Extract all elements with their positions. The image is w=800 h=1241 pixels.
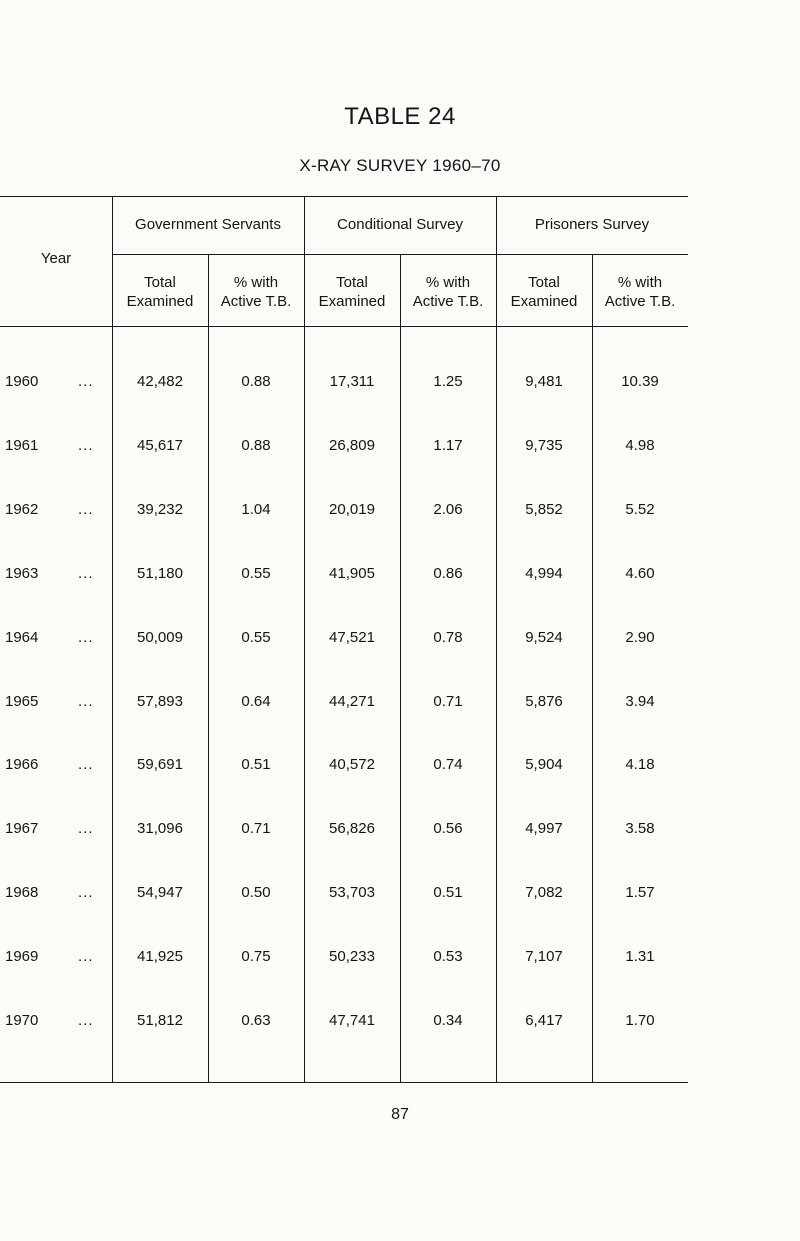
subheader-pct-active-tb xyxy=(400,273,496,311)
cell-ps-total: 5,852 xyxy=(525,501,563,518)
subheader-line: Examined xyxy=(510,293,578,310)
cell-ps-total: 9,481 xyxy=(525,373,563,390)
cell-gs-pct: 0.55 xyxy=(241,565,271,582)
cell-cs-total: 40,572 xyxy=(329,756,375,773)
cell-ps-pct: 10.39 xyxy=(621,373,659,390)
cell-ps-pct: 2.90 xyxy=(625,629,655,646)
row-leader-dots: ... xyxy=(78,501,94,518)
cell-ps-total: 5,904 xyxy=(525,756,563,773)
subheader-line: Total xyxy=(336,274,368,291)
cell-ps-pct: 5.52 xyxy=(625,501,655,518)
cell-gs-pct: 0.75 xyxy=(241,948,271,965)
subheader-line: Active T.B. xyxy=(604,293,676,310)
page-number: 87 xyxy=(391,1106,409,1123)
cell-gs-pct: 0.50 xyxy=(241,884,271,901)
cell-ps-pct: 4.18 xyxy=(625,756,655,773)
row-year: 1970 xyxy=(5,1012,39,1029)
cell-gs-total: 51,812 xyxy=(137,1012,183,1029)
cell-ps-pct: 4.60 xyxy=(625,565,655,582)
group-header-government-servants: Government Servants xyxy=(135,216,281,233)
subheader-line: Examined xyxy=(126,293,194,310)
cell-gs-total: 50,009 xyxy=(137,629,183,646)
subheader-total-examined xyxy=(112,273,208,311)
cell-cs-total: 53,703 xyxy=(329,884,375,901)
cell-gs-pct: 0.71 xyxy=(241,820,271,837)
row-leader-dots: ... xyxy=(78,820,94,837)
subheader-total-examined xyxy=(496,273,592,311)
cell-gs-total: 45,617 xyxy=(137,437,183,454)
cell-gs-pct: 0.88 xyxy=(241,437,271,454)
row-year: 1964 xyxy=(5,629,39,646)
cell-ps-total: 9,735 xyxy=(525,437,563,454)
cell-cs-pct: 0.74 xyxy=(433,756,463,773)
cell-cs-pct: 0.86 xyxy=(433,565,463,582)
cell-cs-pct: 1.25 xyxy=(433,373,463,390)
subheader-line: % with xyxy=(425,274,471,291)
row-leader-dots: ... xyxy=(78,373,94,390)
cell-cs-total: 47,741 xyxy=(329,1012,375,1029)
cell-gs-pct: 0.55 xyxy=(241,629,271,646)
cell-cs-pct: 0.56 xyxy=(433,820,463,837)
cell-ps-pct: 3.58 xyxy=(625,820,655,837)
subheader-pct-active-tb xyxy=(592,273,688,311)
cell-gs-pct: 0.88 xyxy=(241,373,271,390)
cell-cs-total: 17,311 xyxy=(329,373,375,390)
cell-cs-total: 44,271 xyxy=(329,693,375,710)
row-year: 1967 xyxy=(5,820,39,837)
row-leader-dots: ... xyxy=(78,1012,94,1029)
cell-ps-total: 7,082 xyxy=(525,884,563,901)
cell-gs-total: 41,925 xyxy=(137,948,183,965)
cell-cs-pct: 2.06 xyxy=(433,501,463,518)
subheader-line: Examined xyxy=(318,293,386,310)
subheader-line: Total xyxy=(144,274,176,291)
cell-cs-pct: 0.34 xyxy=(433,1012,463,1029)
cell-ps-total: 5,876 xyxy=(525,693,563,710)
cell-ps-total: 7,107 xyxy=(525,948,563,965)
cell-cs-total: 20,019 xyxy=(329,501,375,518)
row-year: 1960 xyxy=(5,373,39,390)
table-title: TABLE 24 xyxy=(344,103,456,130)
cell-ps-pct: 1.31 xyxy=(625,948,655,965)
cell-cs-pct: 0.78 xyxy=(433,629,463,646)
cell-gs-total: 31,096 xyxy=(137,820,183,837)
row-leader-dots: ... xyxy=(78,437,94,454)
cell-cs-total: 26,809 xyxy=(329,437,375,454)
cell-gs-pct: 0.64 xyxy=(241,693,271,710)
cell-cs-total: 47,521 xyxy=(329,629,375,646)
cell-cs-total: 50,233 xyxy=(329,948,375,965)
group-header-conditional-survey: Conditional Survey xyxy=(337,216,463,233)
group-header-prisoners-survey: Prisoners Survey xyxy=(534,216,650,233)
cell-ps-pct: 1.57 xyxy=(625,884,655,901)
table-top-rule xyxy=(0,196,688,197)
cell-cs-pct: 0.53 xyxy=(433,948,463,965)
table-subtitle: X-RAY SURVEY 1960–70 xyxy=(299,156,501,175)
subheader-pct-active-tb xyxy=(208,273,304,311)
cell-cs-pct: 0.71 xyxy=(433,693,463,710)
cell-gs-pct: 0.51 xyxy=(241,756,271,773)
cell-cs-pct: 0.51 xyxy=(433,884,463,901)
row-leader-dots: ... xyxy=(78,884,94,901)
cell-gs-total: 42,482 xyxy=(137,373,183,390)
subheader-line: Total xyxy=(528,274,560,291)
subheader-line: Active T.B. xyxy=(412,293,484,310)
row-leader-dots: ... xyxy=(78,565,94,582)
cell-gs-pct: 0.63 xyxy=(241,1012,271,1029)
subheader-line: % with xyxy=(233,274,279,291)
row-year: 1966 xyxy=(5,756,39,773)
cell-gs-total: 39,232 xyxy=(137,501,183,518)
cell-ps-pct: 4.98 xyxy=(625,437,655,454)
row-leader-dots: ... xyxy=(78,756,94,773)
row-year: 1969 xyxy=(5,948,39,965)
cell-ps-total: 4,994 xyxy=(525,565,563,582)
row-year: 1968 xyxy=(5,884,39,901)
cell-gs-total: 54,947 xyxy=(137,884,183,901)
cell-ps-total: 9,524 xyxy=(525,629,563,646)
row-leader-dots: ... xyxy=(78,693,94,710)
header-bottom-rule xyxy=(0,326,688,327)
row-year: 1963 xyxy=(5,565,39,582)
cell-cs-total: 56,826 xyxy=(329,820,375,837)
cell-cs-pct: 1.17 xyxy=(433,437,463,454)
cell-ps-pct: 1.70 xyxy=(625,1012,655,1029)
cell-ps-pct: 3.94 xyxy=(625,693,655,710)
cell-gs-total: 51,180 xyxy=(137,565,183,582)
subheader-line: Active T.B. xyxy=(220,293,292,310)
cell-gs-pct: 1.04 xyxy=(241,501,271,518)
row-year: 1962 xyxy=(5,501,39,518)
cell-ps-total: 6,417 xyxy=(525,1012,563,1029)
row-leader-dots: ... xyxy=(78,629,94,646)
subheader-line: % with xyxy=(617,274,663,291)
cell-ps-total: 4,997 xyxy=(525,820,563,837)
cell-cs-total: 41,905 xyxy=(329,565,375,582)
row-year: 1961 xyxy=(5,437,39,454)
cell-gs-total: 59,691 xyxy=(137,756,183,773)
row-leader-dots: ... xyxy=(78,948,94,965)
cell-gs-total: 57,893 xyxy=(137,693,183,710)
year-column-header: Year xyxy=(40,250,72,267)
row-year: 1965 xyxy=(5,693,39,710)
table-bottom-rule xyxy=(0,1082,688,1083)
subheader-total-examined xyxy=(304,273,400,311)
